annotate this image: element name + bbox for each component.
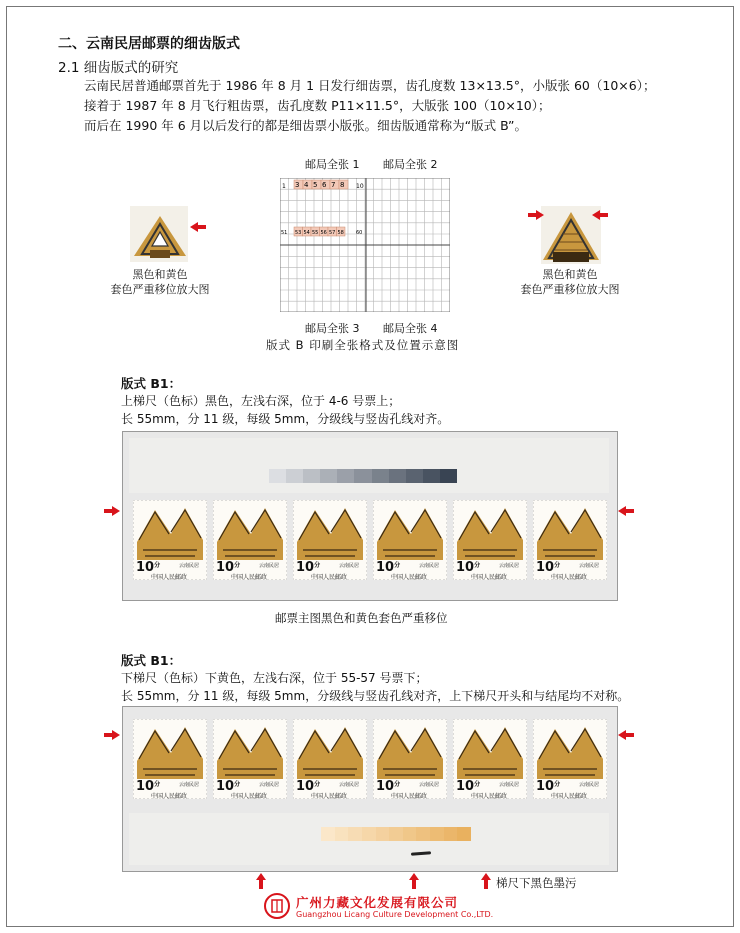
top-stamp-strip (122, 431, 618, 601)
bottom-strip-arrow-right-icon (618, 730, 634, 740)
stamp-value: $10^分$ (376, 779, 401, 794)
stamp-name: 云南民居 (419, 563, 440, 569)
stamp (293, 500, 367, 580)
sheet-layout-diagram (280, 178, 450, 312)
company-name-en: Guangzhou Licang Culture Development Co.,LTD. (296, 910, 494, 919)
row1-number: 7 (331, 181, 336, 189)
ladder-step (372, 469, 389, 483)
b1-bottom-line-2: 长 55mm，分 11 级，每级 5mm，分级线与竖齿孔线对齐，上下梯尺开头和与结尾均不对称。 (121, 689, 630, 703)
stamp-country: 中国人民邮政 (471, 793, 508, 800)
stamp-name: 云南民居 (499, 782, 520, 788)
diagram-label-sheet-1: 邮局全张 1 (305, 158, 360, 171)
up-arrow-icon-3 (481, 873, 491, 889)
row6-end-number: 60 (356, 230, 363, 236)
intro-line-3: 而后在 1990 年 6 月以后发行的都是细齿票小版张。细齿版通常称为“版式 B”。 (84, 118, 527, 133)
stamp-country: 中国人民邮政 (551, 793, 588, 800)
stamp-country: 中国人民邮政 (311, 574, 348, 581)
row1-number: 5 (313, 181, 318, 189)
b1-top-caption: 邮票主图黑色和黄色套色严重移位 (275, 611, 448, 625)
company-name-cn: 广州力藏文化发展有限公司 (296, 895, 459, 910)
ladder-step (286, 469, 303, 483)
bottom-color-ladder (321, 827, 471, 841)
ladder-step (320, 469, 337, 483)
ladder-step (389, 469, 406, 483)
right-inset-arrow-right-icon (592, 210, 608, 220)
diagram-label-sheet-3: 邮局全张 3 (305, 322, 360, 335)
diagram-caption: 版式 B 印刷全张格式及位置示意图 (266, 338, 460, 352)
row1-number: 3 (295, 181, 300, 189)
diagram-label-sheet-4: 邮局全张 4 (383, 322, 438, 335)
up-arrow-icon-1 (256, 873, 266, 889)
stamp (453, 719, 527, 799)
row6-number: 57 (329, 230, 336, 236)
stamp (213, 500, 287, 580)
row6-number: 58 (337, 230, 344, 236)
right-inset-arrow-left-icon (528, 210, 544, 220)
stamp-country: 中国人民邮政 (551, 574, 588, 581)
stamp-country: 中国人民邮政 (471, 574, 508, 581)
stamp-value: $10^分$ (136, 560, 161, 575)
stamp (133, 500, 207, 580)
company-logo-icon (264, 893, 290, 919)
b1-top-title: 版式 B1： (121, 376, 182, 391)
subsection-title: 2.1 细齿版式的研究 (58, 60, 179, 76)
row6-number: 54 (303, 230, 310, 236)
stamp-country: 中国人民邮政 (151, 574, 188, 581)
stamp-country: 中国人民邮政 (151, 793, 188, 800)
stamp-country: 中国人民邮政 (311, 793, 348, 800)
row6-number: 56 (320, 230, 327, 236)
b1-top-line-2: 长 55mm，分 11 级，每级 5mm，分级线与竖齿孔线对齐。 (121, 412, 450, 426)
stamp-name: 云南民居 (179, 782, 200, 788)
row1-end-number: 10 (356, 183, 364, 190)
stamp-value: $10^分$ (216, 560, 241, 575)
ladder-step (269, 469, 286, 483)
stamp-country: 中国人民邮政 (391, 793, 428, 800)
row1-number: 4 (304, 181, 309, 189)
top-strip-arrow-left-icon (104, 506, 120, 516)
ladder-step (362, 827, 376, 841)
ladder-step (389, 827, 403, 841)
stamp (373, 500, 447, 580)
ladder-step (444, 827, 458, 841)
row6-number: 53 (295, 230, 302, 236)
diagram-label-sheet-2: 邮局全张 2 (383, 158, 438, 171)
up-arrow-icon-2 (409, 873, 419, 889)
stamp-value: $10^分$ (136, 779, 161, 794)
stamp-value: $10^分$ (216, 779, 241, 794)
top-color-ladder (269, 469, 457, 483)
b1-top-line-1: 上梯尺（色标）黑色，左浅右深，位于 4-6 号票上； (121, 394, 401, 408)
stamp-value: $10^分$ (456, 560, 481, 575)
row6-start-number: 51 (281, 230, 288, 236)
stamp-country: 中国人民邮政 (231, 793, 268, 800)
stamp-name: 云南民居 (339, 782, 360, 788)
top-selvage (129, 438, 609, 493)
stamp-value: $10^分$ (456, 779, 481, 794)
stamp-name: 云南民居 (259, 782, 280, 788)
ladder-step (321, 827, 335, 841)
stamp (133, 719, 207, 799)
ladder-step (423, 469, 440, 483)
left-inset-arrow-icon (190, 222, 206, 232)
bottom-stamp-strip (122, 706, 618, 872)
stamp-value: $10^分$ (376, 560, 401, 575)
row6-number: 55 (312, 230, 319, 236)
ladder-step (337, 469, 354, 483)
ladder-step (354, 469, 371, 483)
row1-number: 8 (340, 181, 345, 189)
ladder-step (348, 827, 362, 841)
b1-bottom-line-1: 下梯尺（色标）下黄色，左浅右深，位于 55-57 号票下； (121, 671, 428, 685)
stamp (373, 719, 447, 799)
left-inset-caption: 黑色和黄色 套色严重移位放大图 (110, 268, 210, 296)
stamp-name: 云南民居 (259, 563, 280, 569)
ladder-step (376, 827, 390, 841)
stamp-name: 云南民居 (499, 563, 520, 569)
stamp-country: 中国人民邮政 (231, 574, 268, 581)
section-title: 二、云南民居邮票的细齿版式 (58, 36, 240, 52)
intro-line-1: 云南民居普通邮票首先于 1986 年 8 月 1 日发行细齿票，齿孔度数 13×13.5°，小版张 60（10×6）； (84, 78, 656, 93)
stamp-value: $10^分$ (296, 779, 321, 794)
bottom-strip-arrow-left-icon (104, 730, 120, 740)
stamp-country: 中国人民邮政 (391, 574, 428, 581)
row1-start-number: 1 (282, 183, 286, 190)
stamp (293, 719, 367, 799)
right-inset-caption: 黑色和黄色 套色严重移位放大图 (520, 268, 620, 296)
stamp-value: $10^分$ (296, 560, 321, 575)
b1-bottom-title: 版式 B1： (121, 653, 182, 668)
stamp (533, 719, 607, 799)
ladder-step (335, 827, 349, 841)
ladder-step (416, 827, 430, 841)
stamp-name: 云南民居 (339, 563, 360, 569)
left-magnified-inset (130, 206, 188, 262)
ladder-step (457, 827, 471, 841)
stamp-name: 云南民居 (579, 563, 600, 569)
ladder-step (440, 469, 457, 483)
stain-note: 梯尺下黑色墨污 (496, 876, 577, 890)
stamp (213, 719, 287, 799)
stamp-name: 云南民居 (419, 782, 440, 788)
stamp (453, 500, 527, 580)
stamp (533, 500, 607, 580)
top-strip-arrow-right-icon (618, 506, 634, 516)
ladder-step (403, 827, 417, 841)
ladder-step (303, 469, 320, 483)
ladder-step (430, 827, 444, 841)
stamp-value: $10^分$ (536, 560, 561, 575)
ladder-step (406, 469, 423, 483)
row1-number: 6 (322, 181, 327, 189)
intro-line-2: 接着于 1987 年 8 月飞行粗齿票，齿孔度数 P11×11.5°，大版张 100（10×10）； (84, 98, 551, 113)
stamp-value: $10^分$ (536, 779, 561, 794)
stamp-name: 云南民居 (579, 782, 600, 788)
stamp-name: 云南民居 (179, 563, 200, 569)
